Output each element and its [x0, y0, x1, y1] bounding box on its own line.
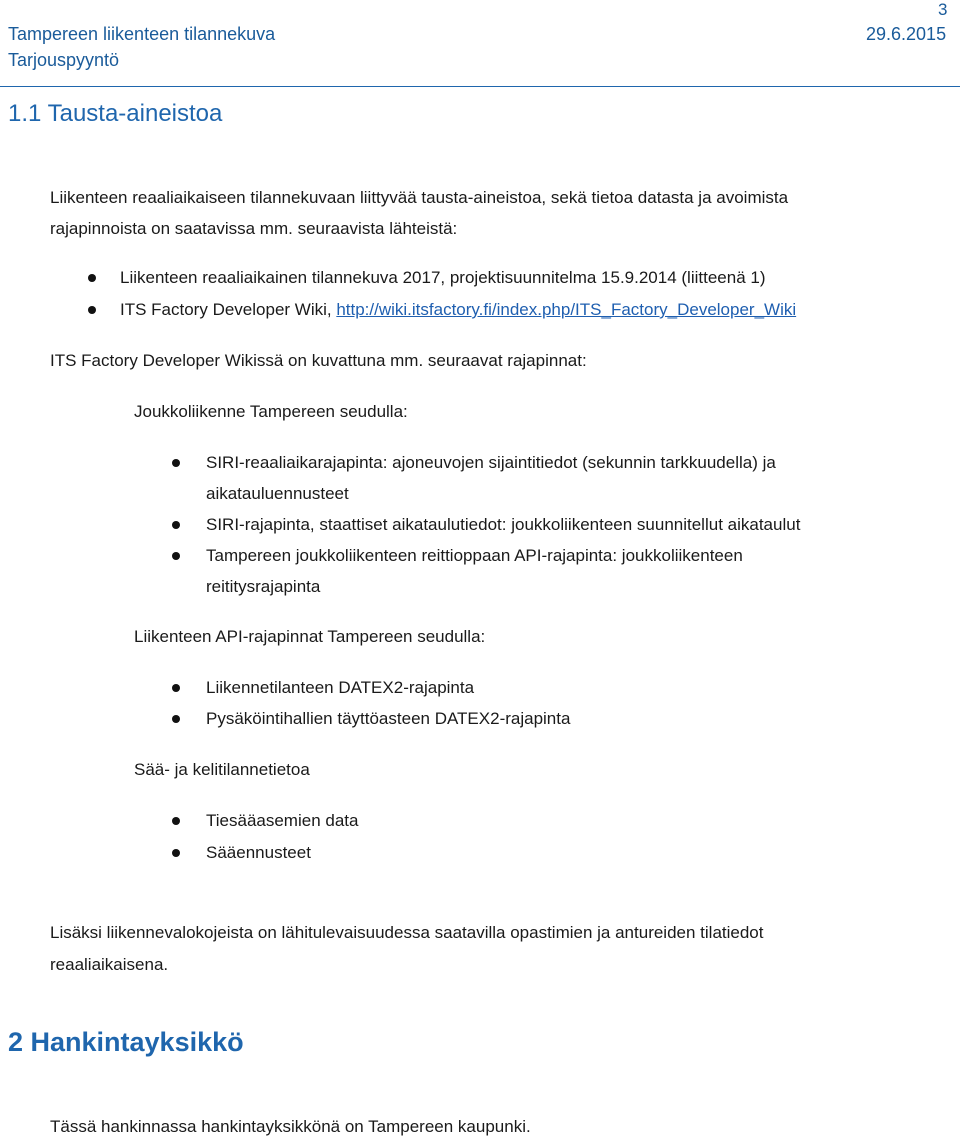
outro-line-1: Lisäksi liikennevalokojeista on lähitulevaisuudessa saatavilla opastimien ja antureiden tilatiedot: [50, 923, 764, 942]
source-item-1: Liikenteen reaaliaikainen tilannekuva 2017, projektisuunnitelma 15.9.2014 (liitteenä 1): [120, 268, 766, 287]
bullet-icon: [172, 715, 180, 723]
source-item-2: [120, 300, 796, 320]
list-item: SIRI-reaaliaikarajapinta: ajoneuvojen sijaintitiedot (sekunnin tarkkuudella) ja: [206, 453, 776, 472]
group-title-traffic-api: Liikenteen API-rajapinnat Tampereen seudulla:: [134, 627, 486, 646]
document-date: 29.6.2015: [866, 24, 947, 44]
section-2-text: Tässä hankinnassa hankintayksikkönä on Tampereen kaupunki.: [50, 1117, 531, 1136]
list-item: Liikennetilanteen DATEX2-rajapinta: [206, 678, 475, 697]
header-divider: [0, 86, 960, 87]
document-subtitle: Tarjouspyyntö: [8, 50, 120, 70]
list-item: Sääennusteet: [206, 843, 311, 862]
list-item: Tiesääasemien data: [206, 811, 359, 830]
section-heading-1-1: 1.1 Tausta-aineistoa: [8, 100, 223, 127]
list-item: SIRI-rajapinta, staattiset aikataulutiedot: joukkoliikenteen suunnitellut aikataulut: [206, 515, 801, 534]
source-item-2-prefix: ITS Factory Developer Wiki,: [120, 300, 337, 319]
bullet-icon: [172, 459, 180, 467]
bullet-icon: [172, 817, 180, 825]
list-item: Pysäköintihallien täyttöasteen DATEX2-rajapinta: [206, 709, 571, 728]
page-number: 3: [938, 0, 948, 19]
intro-line-1: Liikenteen reaaliaikaiseen tilannekuvaan liittyvää tausta-aineistoa, sekä tietoa datasta ja avoimista: [50, 188, 789, 207]
section-heading-2: 2 Hankintayksikkö: [8, 1027, 244, 1057]
wiki-intro: ITS Factory Developer Wikissä on kuvattuna mm. seuraavat rajapinnat:: [50, 351, 587, 370]
document-title: Tampereen liikenteen tilannekuva: [8, 24, 276, 44]
group-title-weather: Sää- ja kelitilannetietoa: [134, 760, 310, 779]
list-item-continuation: reititysrajapinta: [206, 577, 321, 596]
wiki-link[interactable]: http://wiki.itsfactory.fi/index.php/ITS_Factory_Developer_Wiki: [336, 300, 797, 319]
bullet-icon: [88, 306, 96, 314]
bullet-icon: [172, 521, 180, 529]
bullet-icon: [172, 849, 180, 857]
list-item: Tampereen joukkoliikenteen reittioppaan API-rajapinta: joukkoliikenteen: [206, 546, 743, 565]
bullet-icon: [172, 684, 180, 692]
bullet-icon: [172, 552, 180, 560]
group-title-public-transport: Joukkoliikenne Tampereen seudulla:: [134, 402, 408, 421]
outro-line-2: reaaliaikaisena.: [50, 955, 169, 974]
bullet-icon: [88, 274, 96, 282]
intro-line-2: rajapinnoista on saatavissa mm. seuraavista lähteistä:: [50, 219, 458, 238]
list-item-continuation: aikatauluennusteet: [206, 484, 349, 503]
